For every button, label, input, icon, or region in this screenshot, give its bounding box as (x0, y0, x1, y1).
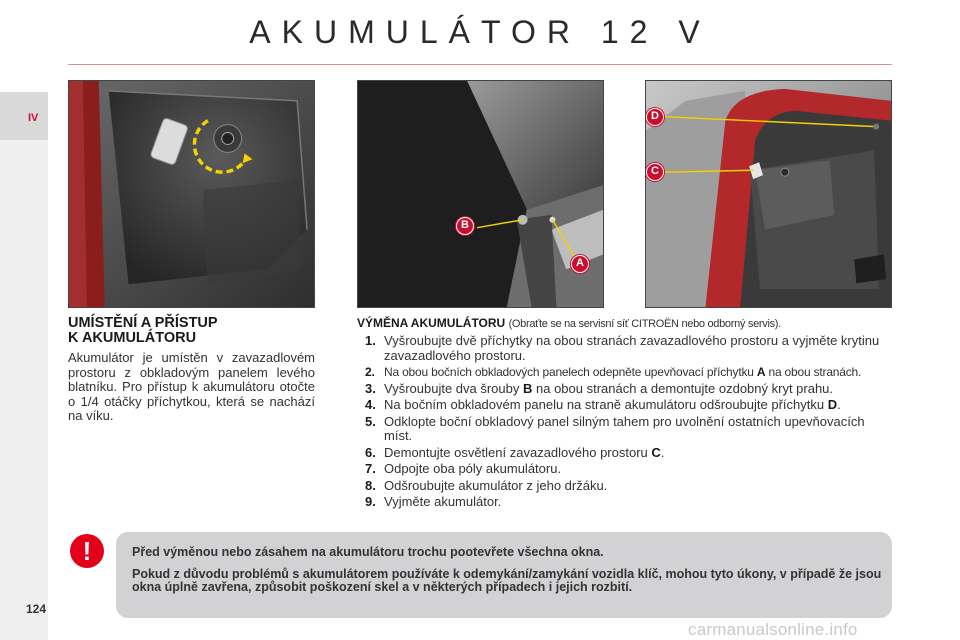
chapter-tab (0, 92, 48, 140)
replacement-note: (Obraťte se na servisní síť CITROËN nebo odborný servis). (508, 318, 781, 330)
marker-b: B (456, 217, 474, 235)
page-number: 124 (26, 602, 47, 616)
photo-trunk-sill-fasteners (357, 80, 604, 308)
trunk-side-illustration (646, 81, 891, 307)
title-divider (68, 64, 892, 65)
step-item: 4. Na bočním obkladovém panelu na straně akumulátoru odšroubujte příchytku D. (365, 397, 841, 412)
step-item: 7. Odpojte oba póly akumulátoru. (365, 461, 562, 476)
trunk-sill-illustration (358, 81, 603, 307)
trunk-panel-illustration (69, 81, 314, 307)
page-title: AKUMULÁTOR 12 V (249, 14, 711, 50)
step-item: 2. Na obou bočních obkladových panelech odepněte upevňovací příchytku A na obou stranách. (365, 365, 862, 379)
location-body: Akumulátor je umístěn v zavazadlovém prostoru z obkladovým panelem levého blatníku. Pro přístup k akumulátoru otočte o 1/4 otáčky příchytkou, která se nachází na víku. (68, 350, 315, 423)
step-item: 1. Vyšroubujte dvě příchytky na obou stranách zavazadlového prostoru a vyjměte krytinu zavazadlového prostoru. (365, 333, 880, 363)
warning-line1: Před výměnou nebo zásahem na akumulátoru trochu pootevřete všechna okna. (132, 545, 604, 559)
step-item: 9. Vyjměte akumulátor. (365, 494, 502, 509)
location-heading-line1: UMÍSTĚNÍ A PŘÍSTUP (68, 315, 218, 331)
step-item: 8. Odšroubujte akumulátor z jeho držáku. (365, 477, 608, 493)
step-item: 6. Demontujte osvětlení zavazadlového prostoru C. (365, 444, 665, 460)
replacement-heading-line (357, 316, 892, 332)
watermark: carmanualsonline.info (688, 620, 858, 639)
replacement-steps (365, 334, 892, 510)
photo-trunk-side-panel (645, 80, 892, 308)
location-heading-line2: K AKUMULÁTORU (68, 330, 197, 346)
location-heading (68, 316, 315, 346)
step-item: 3. Vyšroubujte dva šrouby B na obou stranách a demontujte ozdobný kryt prahu. (365, 380, 834, 396)
chapter-tab-label: IV (28, 112, 39, 124)
replacement-heading: VÝMĚNA AKUMULÁTORU (357, 316, 506, 330)
marker-a: A (571, 255, 589, 273)
marker-d: D (646, 108, 664, 126)
photo-battery-access-panel (68, 80, 315, 308)
warning-exclamation-icon: ! (70, 534, 104, 568)
warning-text (132, 546, 884, 595)
step-item: 5. Odklopte boční obkladový panel silným tahem pro uvolnění ostatních upevňovacích míst. (365, 413, 865, 443)
location-section (68, 316, 315, 424)
marker-c: C (646, 163, 664, 181)
side-strip (0, 140, 48, 640)
replacement-section (357, 316, 892, 512)
warning-line2: Pokud z důvodu problémů s akumulátorem používáte k odemykání/zamykání vozidla klíč, mohou tyto úkony, v případě že jsou okna úplně zavřena, způsobit poškození skel a v některých případech i jejich rozbití. (132, 566, 882, 594)
